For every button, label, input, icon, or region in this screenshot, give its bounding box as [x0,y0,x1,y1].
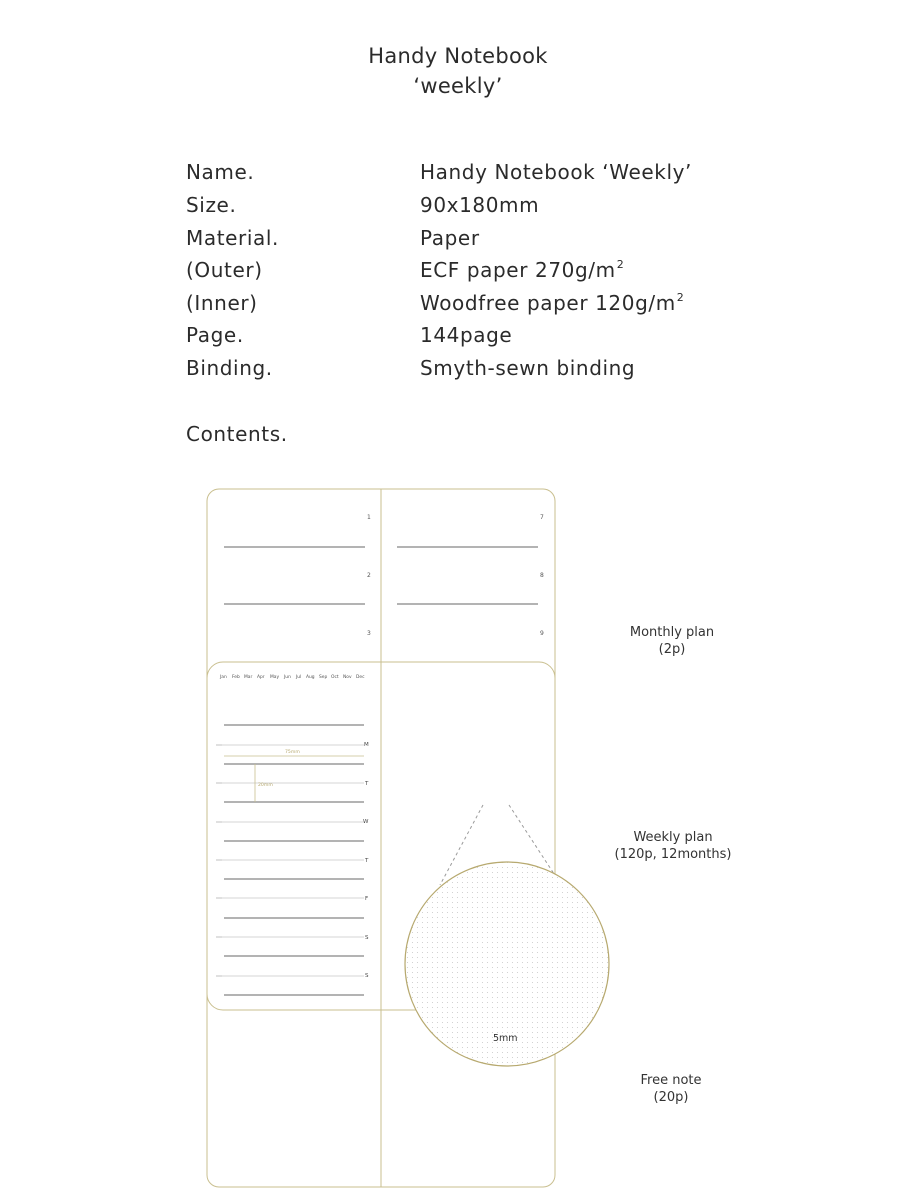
contents-heading: Contents. [186,422,288,446]
spec-label-name: Name. [186,160,255,184]
weekday-letter: W [363,819,369,825]
spec-value-size: 90x180mm [420,193,540,217]
weekly-plan-pages: (120p, 12months) [614,847,732,862]
monthly-number: 8 [540,572,544,579]
month-tab: Feb [232,675,240,680]
weekday-letter: T [365,858,369,864]
free-note-pages: (20p) [653,1090,689,1105]
monthly-number: 2 [367,572,371,579]
month-tab: Sep [319,675,328,680]
monthly-plan-title: Monthly plan [629,625,715,640]
monthly-number: 9 [540,630,544,637]
spec-label-outer: (Outer) [186,258,263,282]
monthly-number: 1 [367,514,371,521]
spec-value-inner-sup: 2 [676,291,685,304]
month-tab: Dec [356,675,365,680]
month-tab: Jan [220,675,227,680]
weekday-letter: F [365,896,369,902]
weekday-letter: S [365,973,369,979]
month-tab: Oct [331,675,339,680]
spec-value-outer-text: ECF paper 270g/m [420,258,616,282]
spec-value-page: 144page [420,323,513,347]
weekly-plan-title: Weekly plan [633,830,713,845]
spec-value-material: Paper [420,226,480,250]
month-tab: May [270,675,280,680]
spec-label-inner: (Inner) [186,291,258,315]
weekday-letter: S [365,935,369,941]
spec-value-binding: Smyth-sewn binding [420,356,636,380]
monthly-plan-pages: (2p) [658,642,686,657]
grid-size-label: 5mm [493,1033,518,1044]
spec-label-size: Size. [186,193,237,217]
page-subtitle: ‘weekly’ [413,74,503,98]
dimension-75mm: 75mm [285,750,300,755]
spec-label-page: Page. [186,323,244,347]
spec-label-material: Material. [186,226,280,250]
month-tab: Mar [244,675,253,680]
month-tab: Jun [284,675,291,680]
spec-value-inner-text: Woodfree paper 120g/m [420,291,676,315]
dimension-20mm: 20mm [258,783,273,788]
page-title: Handy Notebook [368,44,548,68]
monthly-number: 3 [367,630,371,637]
spec-label-binding: Binding. [186,356,273,380]
free-note-title: Free note [640,1073,702,1088]
month-tab: Apr [257,675,265,680]
weekday-letter: M [364,742,369,748]
month-tab: Aug [306,675,315,680]
weekday-letter: T [365,781,369,787]
spec-value-name: Handy Notebook ‘Weekly’ [420,160,693,184]
month-tab: Jul [296,675,302,680]
spec-value-outer-sup: 2 [616,258,625,271]
month-tab: Nov [343,675,352,680]
monthly-number: 7 [540,514,544,521]
